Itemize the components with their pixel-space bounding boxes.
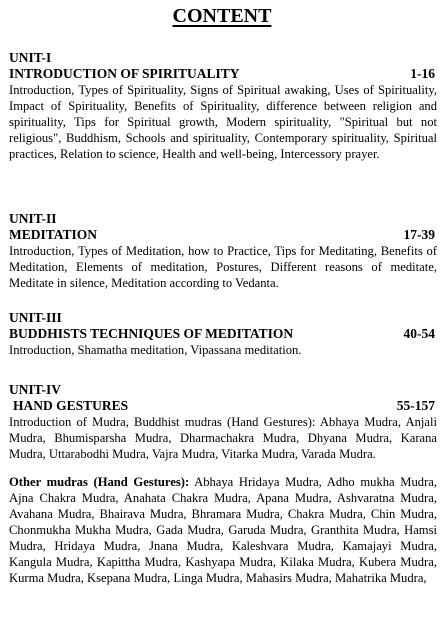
unit-description: Introduction of Mudra, Buddhist mudras (Hand Gestures): Abhaya Mudra, Anjali Mudra, Bhumisparsha Mudra, Dharmachakra Mudra, Dhyana Mudra, Karana Mudra, Uttarabodhi Mudra, Vajra Mudra, Vitarka Mudra, Varada Mudra.: [9, 415, 437, 461]
unit-page-range: 17-39: [403, 227, 435, 242]
unit-description: Introduction, Types of Meditation, how to Practice, Tips for Meditating, Benefits of Meditation, Elements of meditation, Postures, Different reasons of meditate, Meditate in silence, Meditation according to Vedanta.: [9, 244, 437, 290]
unit-page-range: 55-157: [396, 398, 435, 413]
unit-heading: BUDDHISTS TECHNIQUES OF MEDITATION: [9, 326, 294, 341]
unit-section-2: [9, 211, 437, 291]
unit-description: Introduction, Shamatha meditation, Vipassana meditation.: [9, 343, 302, 357]
unit-description: Introduction, Types of Spirituality, Signs of Spiritual awaking, Uses of Spirituality, Impact of Spirituality, Benefits of Spirituality, difference between religion and spirituality, Tips for Spiritual growth, Modern spirituality, "Spiritual but not religious", Buddhism, Schools and spirituality, Contemporary spirituality, Spiritual practices, Relation to science, Health and well-being, Intercessory prayer.: [9, 83, 437, 161]
unit-heading-row: [9, 66, 437, 82]
other-mudras-label: Other mudras (Hand Gestures):: [9, 475, 190, 489]
unit-heading: INTRODUCTION OF SPIRITUALITY: [9, 66, 240, 81]
unit-page-range: 40-54: [403, 326, 435, 341]
unit-heading-row: [9, 227, 437, 243]
unit-label: UNIT-IV: [9, 382, 62, 397]
unit-heading-row: [9, 398, 437, 414]
unit-heading-row: [9, 326, 437, 342]
unit-section-4: [9, 382, 437, 586]
unit-section-1: [9, 50, 437, 162]
unit-label: UNIT-I: [9, 50, 52, 65]
unit-heading: HAND GESTURES: [13, 398, 129, 413]
unit-label: UNIT-III: [9, 310, 62, 325]
other-mudras-list: Abhaya Hridaya Mudra, Adho mukha Mudra, Ajna Chakra Mudra, Anahata Chakra Mudra, Apana Mudra, Ashvaratna Mudra, Avahana Mudra, Bhairava Mudra, Bhramara Mudra, Chakra Mudra, Chin Mudra, Chonmukha Mukha Mudra, Gada Mudra, Garuda Mudra, Granthita Mudra, Hamsi Mudra, Hridaya Mudra, Jnana Mudra, Kaleshvara Mudra, Kamajayi Mudra, Kangula Mudra, Kapittha Mudra, Kashyapa Mudra, Kilaka Mudra, Kubera Mudra, Kurma Mudra, Ksepana Mudra, Linga Mudra, Mahasirs Mudra, Mahatrika Mudra,: [9, 475, 437, 585]
other-mudras-paragraph: [9, 474, 437, 586]
unit-page-range: 1-16: [410, 66, 435, 81]
unit-label: UNIT-II: [9, 211, 57, 226]
page-title: CONTENT: [172, 5, 272, 27]
unit-heading: MEDITATION: [9, 227, 98, 242]
unit-section-3: [9, 310, 437, 358]
